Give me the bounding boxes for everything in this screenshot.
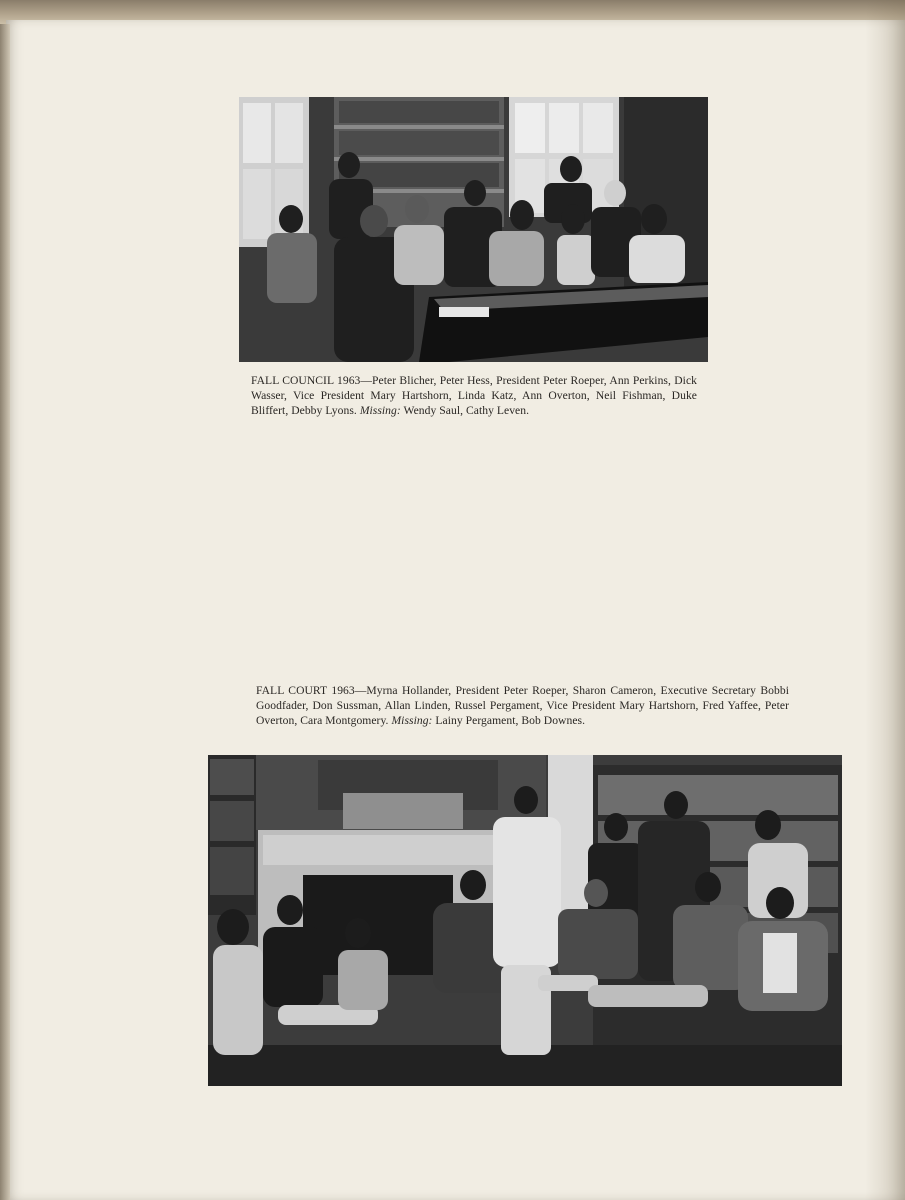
court-names: —Myrna Hollander, President Peter Roeper, Sharon Cameron, Executive Secretary Bobbi Goodfader, Don Sussman, Allan Linden, Russel Pergament, Vice President Mary Hartshorn, Fred Yaffee, Peter Overton, Cara Montgomery. [256, 684, 789, 727]
court-heading: FALL COURT 1963 [256, 684, 355, 697]
page-gutter [0, 24, 10, 1200]
council-heading: FALL COUNCIL 1963 [251, 374, 361, 387]
council-missing-names: Wendy Saul, Cathy Leven. [400, 404, 530, 417]
court-missing-names: Lainy Pergament, Bob Downes. [432, 714, 586, 727]
court-missing-label: Missing: [391, 714, 433, 727]
court-photo [208, 755, 842, 1086]
council-caption [251, 373, 697, 418]
page-shadow [865, 0, 905, 1200]
council-photo [239, 97, 708, 362]
council-missing-label: Missing: [359, 404, 401, 417]
council-names: —Peter Blicher, Peter Hess, President Peter Roeper, Ann Perkins, Dick Wasser, Vice President Mary Hartshorn, Linda Katz, Ann Overton, Neil Fishman, Duke Bliffert, Debby Lyons. [251, 374, 698, 417]
court-caption [256, 683, 789, 728]
